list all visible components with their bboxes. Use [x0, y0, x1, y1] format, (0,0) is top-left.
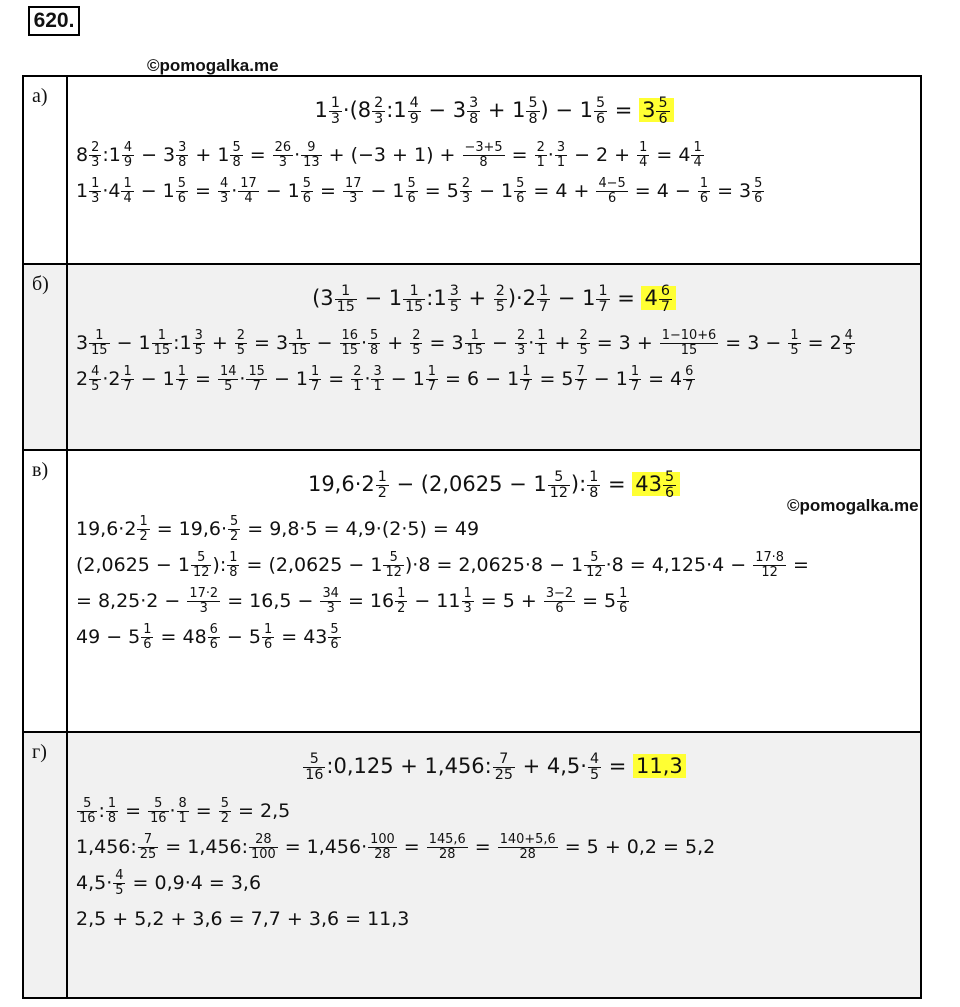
exercise-number: 620.: [28, 6, 80, 36]
calculation-line: 1 $\frac{1}{3}$ ·4 $\frac{1}{4}$ − 1 $\frac{5}{6}$ = $\frac{4}{3}$ · $\frac{17}{4}$ − 1 $\frac{5}{6}$ = $\frac{17}{3}$ − 1 $\frac{5}{6}$ = 5 $\frac{2}{3}$ − 1 $\frac{5}{6}$ = 4 + $\frac{4-5}{6}$ = 4 − $\frac{1}{6}$ = 3 $\frac{5}{6}$: [76, 176, 763, 206]
solution-content: [68, 451, 920, 731]
fraction: $\frac{3}{1}$: [556, 140, 566, 170]
fraction: $\frac{1}{7}$: [522, 364, 531, 394]
fraction: $\frac{1}{6}$: [143, 622, 152, 652]
fraction: $\frac{1}{2}$: [377, 468, 387, 501]
fraction: $\frac{5}{6}$: [596, 94, 606, 127]
calculation-line: 1,456: $\frac{7}{25}$ = 1,456: $\frac{28}{100}$ = 1,456· $\frac{100}{28}$ = $\frac{145,6}{28}$ = $\frac{140+5,6}{28}$ = 5 + 0,2 = 5,2: [76, 832, 716, 862]
fraction: $\frac{1}{15}$: [153, 328, 171, 358]
fraction: $\frac{1}{2}$: [139, 514, 148, 544]
fraction: $\frac{7}{25}$: [494, 750, 513, 783]
solution-content: [68, 265, 920, 449]
fraction: $\frac{5}{12}$: [385, 550, 402, 580]
fraction: $\frac{5}{6}$: [302, 176, 311, 206]
fraction: $\frac{9}{13}$: [303, 140, 320, 170]
calculation-line: = 8,25·2 − $\frac{17\cdot 2}{3}$ = 16,5 − $\frac{34}{3}$ = 16 $\frac{1}{2}$ − 11 $\frac{1}{3}$ = 5 + $\frac{3-2}{6}$ = 5 $\frac{1}{6}$: [76, 586, 628, 616]
solution-content: [68, 77, 920, 263]
fraction: $\frac{3}{8}$: [178, 140, 187, 170]
fraction: $\frac{4}{9}$: [123, 140, 133, 170]
fraction: $\frac{1}{3}$: [330, 94, 340, 127]
fraction: $\frac{2}{5}$: [412, 328, 421, 358]
calculation-line: 49 − 5 $\frac{1}{6}$ = 48 $\frac{6}{6}$ − 5 $\frac{1}{6}$ = 43 $\frac{5}{6}$: [76, 622, 339, 652]
fraction: $\frac{5}{6}$: [754, 176, 763, 206]
fraction: $\frac{3}{5}$: [449, 282, 459, 315]
fraction: $\frac{100}{28}$: [370, 832, 395, 862]
fraction: $\frac{5}{6}$: [664, 468, 675, 501]
calculation-line: (2,0625 − 1 $\frac{5}{12}$ ): $\frac{1}{8}$ = (2,0625 − 1 $\frac{5}{12}$ )·8 = 2,0625·8 − 1 $\frac{5}{12}$ ·8 = 4,125·4 − $\frac{17\cdot 8}{12}$ =: [76, 550, 809, 580]
fraction: $\frac{1}{4}$: [123, 176, 132, 206]
fraction: $\frac{-3+5}{8}$: [464, 140, 503, 170]
fraction: $\frac{3}{1}$: [373, 364, 382, 394]
fraction: $\frac{3}{5}$: [194, 328, 203, 358]
calculation-line: $\frac{5}{16}$ : $\frac{1}{8}$ = $\frac{5}{16}$ · $\frac{8}{1}$ = $\frac{5}{2}$ = 2,5: [79, 796, 291, 826]
fraction: $\frac{5}{12}$: [549, 468, 568, 501]
fraction: $\frac{145,6}{28}$: [428, 832, 466, 862]
calculation-line: 4,5· $\frac{4}{5}$ = 0,9·4 = 3,6: [76, 868, 262, 898]
fraction: $\frac{1}{3}$: [91, 176, 100, 206]
fraction: $\frac{5}{16}$: [150, 796, 167, 826]
fraction: $\frac{2}{3}$: [516, 328, 526, 358]
main-expression: (3 $\frac{1}{15}$ − 1 $\frac{1}{15}$ :1 $\frac{3}{5}$ + $\frac{2}{5}$ )·2 $\frac{1}{7}$ − 1 $\frac{1}{7}$ = 4 $\frac{6}{7}$: [76, 271, 912, 325]
fraction: $\frac{1}{2}$: [397, 586, 406, 616]
fraction: $\frac{1}{7}$: [311, 364, 320, 394]
fraction: $\frac{26}{3}$: [274, 140, 292, 170]
fraction: $\frac{1}{4}$: [639, 140, 648, 170]
fraction: $\frac{5}{6}$: [658, 94, 668, 127]
answer-highlight: 43 $\frac{5}{6}$: [632, 472, 680, 496]
watermark: ©pomogalka.me: [787, 496, 919, 515]
item-label: а): [24, 77, 68, 263]
fraction: $\frac{1}{7}$: [177, 364, 186, 394]
fraction: $\frac{3-2}{6}$: [545, 586, 574, 616]
main-expression: $\frac{5}{16}$ :0,125 + 1,456: $\frac{7}{25}$ + 4,5· $\frac{4}{5}$ = 11,3: [76, 739, 912, 793]
fraction: $\frac{17\cdot 8}{12}$: [755, 550, 784, 580]
fraction: $\frac{17}{3}$: [345, 176, 362, 206]
fraction: $\frac{5}{12}$: [192, 550, 210, 580]
item-label: б): [24, 265, 68, 449]
solution-content: [68, 733, 920, 997]
fraction: $\frac{4}{5}$: [91, 364, 100, 394]
fraction: $\frac{3}{8}$: [469, 94, 479, 127]
fraction: $\frac{1}{15}$: [405, 282, 424, 315]
solution-table: [22, 75, 922, 999]
fraction: $\frac{2}{5}$: [236, 328, 245, 358]
fraction: $\frac{1}{6}$: [263, 622, 273, 652]
fraction: $\frac{6}{7}$: [685, 364, 694, 394]
fraction: $\frac{1}{5}$: [790, 328, 799, 358]
fraction: $\frac{1}{7}$: [427, 364, 437, 394]
fraction: $\frac{5}{6}$: [407, 176, 416, 206]
fraction: $\frac{5}{16}$: [305, 750, 324, 783]
fraction: $\frac{2}{5}$: [495, 282, 505, 315]
fraction: $\frac{4}{5}$: [589, 750, 600, 783]
fraction: $\frac{5}{8}$: [370, 328, 379, 358]
fraction: $\frac{1}{8}$: [229, 550, 238, 580]
solution-row: [24, 77, 920, 263]
fraction: $\frac{15}{7}$: [248, 364, 265, 394]
answer-highlight: 11,3: [633, 754, 686, 778]
fraction: $\frac{1}{8}$: [589, 468, 599, 501]
fraction: $\frac{5}{16}$: [79, 796, 96, 826]
fraction: $\frac{5}{12}$: [586, 550, 603, 580]
fraction: $\frac{4}{3}$: [219, 176, 229, 206]
fraction: $\frac{5}{8}$: [232, 140, 241, 170]
fraction: $\frac{5}{2}$: [230, 514, 239, 544]
fraction: $\frac{1}{1}$: [537, 328, 546, 358]
calculation-line: 8 $\frac{2}{3}$ :1 $\frac{4}{9}$ − 3 $\frac{3}{8}$ + 1 $\frac{5}{8}$ = $\frac{26}{3}$ · $\frac{9}{13}$ + (−3 + 1) + $\frac{-3+5}{8}$ = $\frac{2}{1}$ · $\frac{3}{1}$ − 2 + $\frac{1}{4}$ = 4 $\frac{1}{4}$: [76, 140, 702, 170]
calculation-line: 19,6·2 $\frac{1}{2}$ = 19,6· $\frac{5}{2}$ = 9,8·5 = 4,9·(2·5) = 49: [76, 514, 480, 544]
main-expression: 19,6·2 $\frac{1}{2}$ − (2,0625 − 1 $\frac{5}{12}$ ): $\frac{1}{8}$ = 43 $\frac{5}{6}$: [76, 457, 912, 511]
fraction: $\frac{34}{3}$: [322, 586, 339, 616]
answer-highlight: 4 $\frac{6}{7}$: [641, 286, 675, 310]
fraction: $\frac{14}{5}$: [219, 364, 237, 394]
fraction: $\frac{2}{3}$: [91, 140, 100, 170]
calculation-line: 3 $\frac{1}{15}$ − 1 $\frac{1}{15}$ :1 $\frac{3}{5}$ + $\frac{2}{5}$ = 3 $\frac{1}{15}$ − $\frac{16}{15}$ · $\frac{5}{8}$ + $\frac{2}{5}$ = 3 $\frac{1}{15}$ − $\frac{2}{3}$ · $\frac{1}{1}$ + $\frac{2}{5}$ = 3 + $\frac{1-10+6}{15}$ = 3 − $\frac{1}{5}$ = 2 $\frac{4}{5}$: [76, 328, 853, 358]
fraction: $\frac{1}{6}$: [699, 176, 709, 206]
fraction: $\frac{1}{7}$: [598, 282, 608, 315]
fraction: $\frac{28}{100}$: [251, 832, 276, 862]
watermark: ©pomogalka.me: [147, 56, 279, 75]
solution-row: [24, 449, 920, 731]
fraction: $\frac{1}{15}$: [466, 328, 483, 358]
fraction: $\frac{5}{6}$: [330, 622, 339, 652]
fraction: $\frac{1}{15}$: [91, 328, 108, 358]
fraction: $\frac{5}{6}$: [177, 176, 186, 206]
fraction: $\frac{1}{4}$: [693, 140, 702, 170]
fraction: $\frac{5}{6}$: [516, 176, 525, 206]
fraction: $\frac{1-10+6}{15}$: [661, 328, 717, 358]
fraction: $\frac{2}{3}$: [374, 94, 384, 127]
calculation-line: 2,5 + 5,2 + 3,6 = 7,7 + 3,6 = 11,3: [76, 908, 410, 930]
fraction: $\frac{2}{3}$: [461, 176, 471, 206]
fraction: $\frac{4}{5}$: [115, 868, 124, 898]
fraction: $\frac{2}{1}$: [536, 140, 545, 170]
fraction: $\frac{2}{1}$: [353, 364, 362, 394]
answer-highlight: 3 $\frac{5}{6}$: [639, 98, 673, 122]
fraction: $\frac{5}{8}$: [528, 94, 538, 127]
fraction: $\frac{7}{25}$: [139, 832, 157, 862]
fraction: $\frac{1}{15}$: [336, 282, 355, 315]
item-label: г): [24, 733, 68, 997]
fraction: $\frac{16}{15}$: [341, 328, 358, 358]
fraction: $\frac{6}{6}$: [209, 622, 218, 652]
fraction: $\frac{1}{3}$: [463, 586, 472, 616]
fraction: $\frac{8}{1}$: [178, 796, 187, 826]
fraction: $\frac{17\cdot 2}{3}$: [189, 586, 219, 616]
fraction: $\frac{1}{7}$: [123, 364, 132, 394]
fraction: $\frac{4-5}{6}$: [598, 176, 626, 206]
fraction: $\frac{1}{7}$: [630, 364, 640, 394]
main-expression: 1 $\frac{1}{3}$ ·(8 $\frac{2}{3}$ :1 $\frac{4}{9}$ − 3 $\frac{3}{8}$ + 1 $\frac{5}{8}$ ) − 1 $\frac{5}{6}$ = 3 $\frac{5}{6}$: [76, 83, 912, 137]
fraction: $\frac{1}{15}$: [291, 328, 308, 358]
calculation-line: 2 $\frac{4}{5}$ ·2 $\frac{1}{7}$ − 1 $\frac{1}{7}$ = $\frac{14}{5}$ · $\frac{15}{7}$ − 1 $\frac{1}{7}$ = $\frac{2}{1}$ · $\frac{3}{1}$ − 1 $\frac{1}{7}$ = 6 − 1 $\frac{1}{7}$ = 5 $\frac{7}{7}$ − 1 $\frac{1}{7}$ = 4 $\frac{6}{7}$: [76, 364, 694, 394]
fraction: $\frac{5}{2}$: [220, 796, 229, 826]
fraction: $\frac{1}{6}$: [619, 586, 628, 616]
fraction: $\frac{4}{5}$: [844, 328, 853, 358]
fraction: $\frac{17}{4}$: [240, 176, 257, 206]
solution-row: [24, 731, 920, 997]
solution-row: [24, 263, 920, 449]
fraction: $\frac{4}{9}$: [409, 94, 419, 127]
fraction: $\frac{6}{7}$: [660, 282, 670, 315]
fraction: $\frac{2}{5}$: [579, 328, 588, 358]
fraction: $\frac{1}{8}$: [107, 796, 117, 826]
fraction: $\frac{1}{7}$: [539, 282, 549, 315]
fraction: $\frac{140+5,6}{28}$: [499, 832, 556, 862]
item-label: в): [24, 451, 68, 731]
fraction: $\frac{7}{7}$: [576, 364, 585, 394]
